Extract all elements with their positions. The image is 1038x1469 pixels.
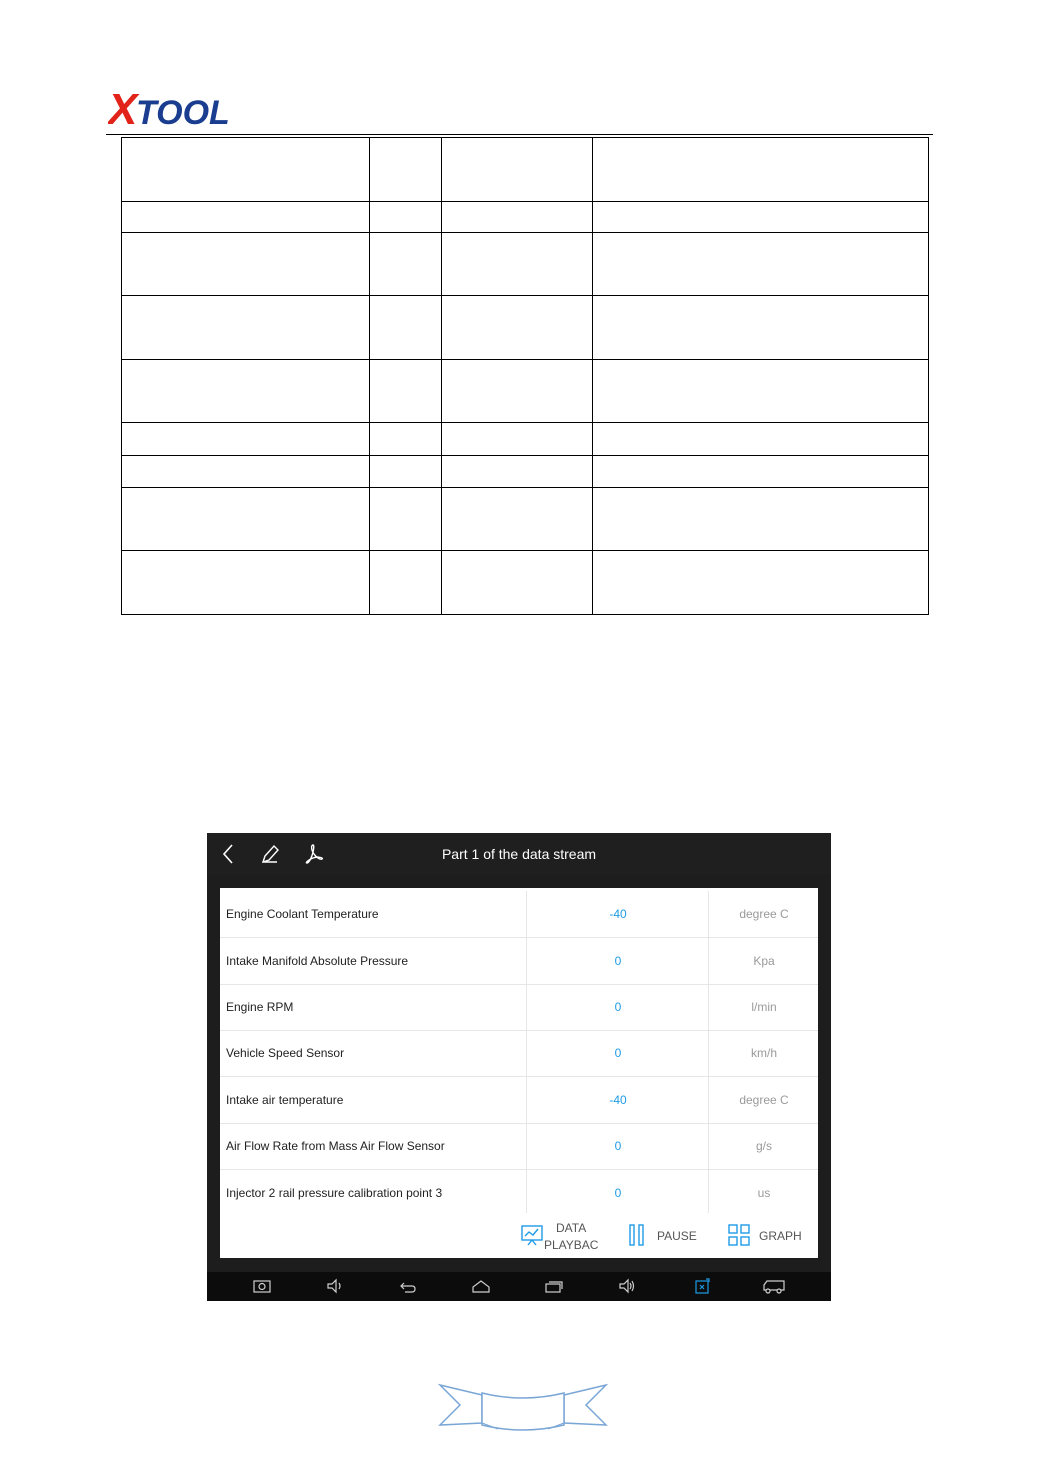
- row-value: 0: [526, 1123, 709, 1169]
- playback-chart-icon: [520, 1223, 544, 1247]
- table-row: [122, 488, 929, 551]
- pause-label: PAUSE: [657, 1229, 697, 1243]
- pause-icon: [627, 1223, 647, 1247]
- row-name: Vehicle Speed Sensor: [226, 1046, 345, 1060]
- row-unit: degree C: [708, 1077, 819, 1123]
- volume-up-icon[interactable]: [618, 1278, 636, 1294]
- row-unit: Kpa: [708, 938, 819, 984]
- row-name: Injector 2 rail pressure calibration point 3: [226, 1186, 443, 1200]
- table-row: [122, 202, 929, 233]
- volume-down-icon[interactable]: [326, 1278, 344, 1294]
- back-nav-icon[interactable]: [399, 1278, 417, 1294]
- graph-button[interactable]: [725, 1213, 813, 1258]
- document-table: [121, 137, 929, 615]
- data-stream-row[interactable]: [220, 891, 818, 938]
- row-name: Intake Manifold Absolute Pressure: [226, 954, 409, 968]
- device-screenshot: [207, 833, 831, 1301]
- home-icon[interactable]: [472, 1278, 490, 1294]
- data-stream-row[interactable]: [220, 1170, 818, 1216]
- graph-grid-icon: [727, 1223, 751, 1247]
- header-rule: [106, 134, 933, 135]
- screenshot-icon[interactable]: [253, 1278, 271, 1294]
- app-bar: [207, 833, 831, 875]
- row-value: 0: [526, 1030, 709, 1076]
- table-row: [122, 456, 929, 488]
- data-stream-panel: [220, 888, 818, 1258]
- pause-button[interactable]: [625, 1213, 705, 1258]
- row-unit: degree C: [708, 891, 819, 937]
- table-row: [122, 233, 929, 296]
- row-unit: km/h: [708, 1030, 819, 1076]
- data-stream-toolbar: [220, 1213, 818, 1258]
- vehicle-icon[interactable]: [763, 1278, 785, 1294]
- row-value: 0: [526, 938, 709, 984]
- app-title: Part 1 of the data stream: [441, 846, 597, 862]
- xtool-logo: [108, 84, 240, 130]
- row-value: -40: [526, 1077, 709, 1123]
- table-row: [122, 296, 929, 360]
- android-nav-bar: [207, 1272, 831, 1301]
- svg-text:TOOL: TOOL: [136, 94, 230, 130]
- table-row: [122, 360, 929, 423]
- vci-status-icon[interactable]: [693, 1278, 711, 1294]
- svg-text:X: X: [108, 85, 138, 130]
- data-stream-row[interactable]: [220, 984, 818, 1031]
- playback-label-line2: PLAYBAC: [544, 1238, 599, 1252]
- row-unit: g/s: [708, 1123, 819, 1169]
- row-name: Engine RPM: [226, 1000, 294, 1014]
- graph-label: GRAPH: [759, 1229, 802, 1243]
- data-stream-row[interactable]: [220, 1077, 818, 1124]
- row-unit: l/min: [708, 984, 819, 1030]
- data-stream-row[interactable]: [220, 938, 818, 985]
- row-value: 0: [526, 984, 709, 1030]
- row-name: Engine Coolant Temperature: [226, 907, 379, 921]
- page-number-ribbon: [438, 1381, 608, 1437]
- row-value: 0: [526, 1170, 709, 1216]
- pdf-icon[interactable]: [302, 842, 326, 866]
- row-value: -40: [526, 891, 709, 937]
- table-row: [122, 551, 929, 615]
- table-row: [122, 423, 929, 456]
- back-icon[interactable]: [217, 842, 241, 866]
- row-unit: us: [708, 1170, 819, 1216]
- data-stream-row[interactable]: [220, 1030, 818, 1077]
- data-playback-button[interactable]: [518, 1213, 628, 1258]
- recent-apps-icon[interactable]: [545, 1278, 563, 1294]
- row-name: Intake air temperature: [226, 1093, 344, 1107]
- row-name: Air Flow Rate from Mass Air Flow Sensor: [226, 1139, 445, 1153]
- table-row: [122, 138, 929, 202]
- playback-label-line1: DATA: [556, 1221, 587, 1235]
- data-stream-row[interactable]: [220, 1123, 818, 1170]
- edit-icon[interactable]: [257, 842, 281, 866]
